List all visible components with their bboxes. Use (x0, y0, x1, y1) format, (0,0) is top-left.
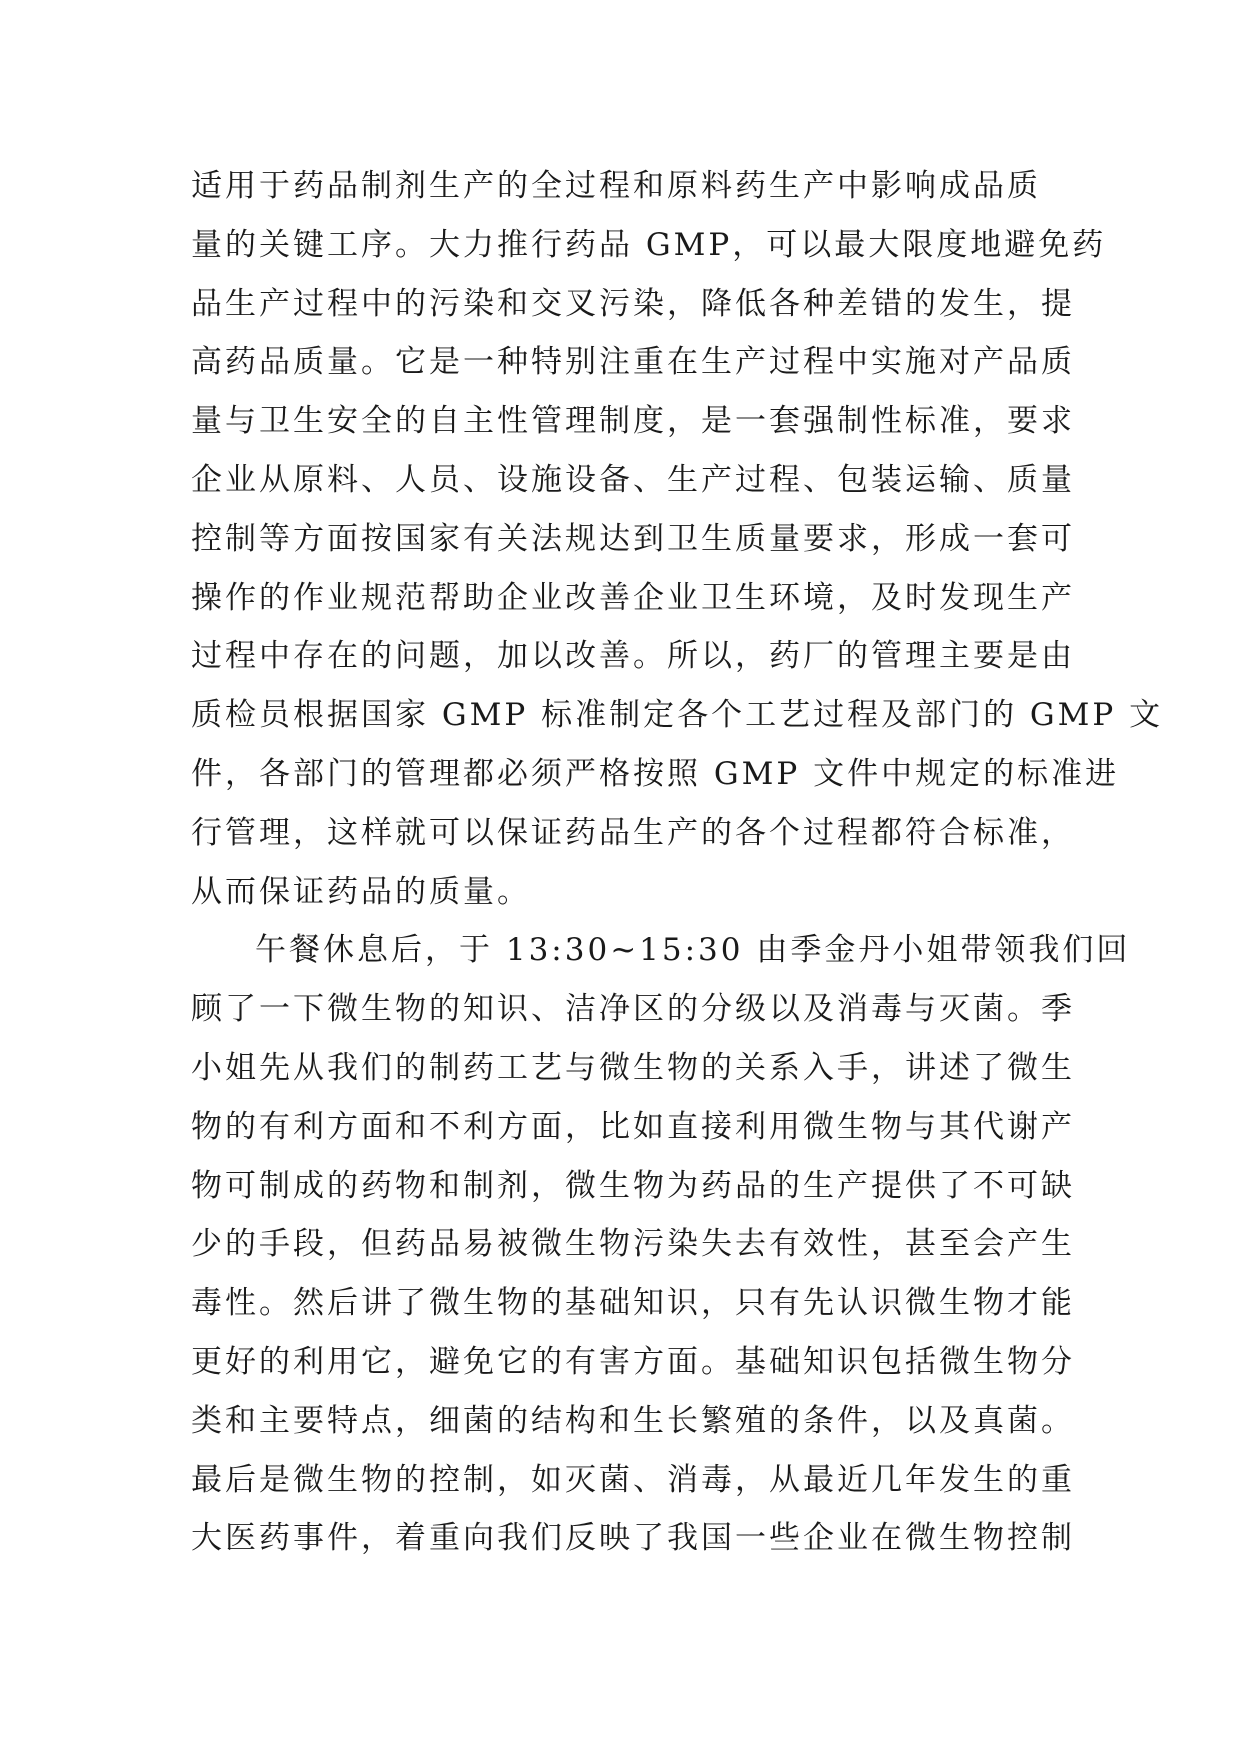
text-line: 最后是微生物的控制，如灭菌、消毒，从最近几年发生的重 (191, 1461, 1075, 1498)
text-line: 类和主要特点，细菌的结构和生长繁殖的条件，以及真菌。 (191, 1402, 1075, 1439)
text-line: 适用于药品制剂生产的全过程和原料药生产中影响成品质 (191, 168, 1041, 204)
text-line: 过程中存在的问题，加以改善。所以，药厂的管理主要是由 (191, 638, 1075, 675)
text-line: 顾了一下微生物的知识、洁净区的分级以及消毒与灭菌。季 (191, 991, 1075, 1028)
text-line: 品生产过程中的污染和交叉污染，降低各种差错的发生，提 (191, 285, 1075, 322)
text-line: 从而保证药品的质量。 (191, 873, 531, 910)
text-line: 更好的利用它，避免它的有害方面。基础知识包括微生物分 (191, 1343, 1075, 1380)
paragraph-2 (191, 921, 1131, 1568)
text-line: 物可制成的药物和制剂，微生物为药品的生产提供了不可缺 (191, 1167, 1075, 1204)
text-line: 量的关键工序。大力推行药品 GMP，可以最大限度地避免药 (191, 226, 1107, 263)
text-line: 高药品质量。它是一种特别注重在生产过程中实施对产品质 (191, 344, 1075, 381)
text-line: 小姐先从我们的制药工艺与微生物的关系入手，讲述了微生 (191, 1049, 1075, 1086)
text-line: 物的有利方面和不利方面，比如直接利用微生物与其代谢产 (191, 1108, 1075, 1145)
document-body (191, 157, 1164, 1568)
text-line: 质检员根据国家 GMP 标准制定各个工艺过程及部门的 GMP 文 (191, 697, 1164, 734)
text-line: 企业从原料、人员、设施设备、生产过程、包装运输、质量 (191, 461, 1075, 498)
text-line: 大医药事件，着重向我们反映了我国一些企业在微生物控制 (191, 1520, 1075, 1557)
text-line: 毒性。然后讲了微生物的基础知识，只有先认识微生物才能 (191, 1285, 1075, 1322)
text-line: 件，各部门的管理都必须严格按照 GMP 文件中规定的标准进 (191, 755, 1120, 792)
text-line: 操作的作业规范帮助企业改善企业卫生环境，及时发现生产 (191, 579, 1075, 616)
paragraph-1 (191, 157, 1164, 921)
text-line: 控制等方面按国家有关法规达到卫生质量要求，形成一套可 (191, 520, 1075, 557)
text-line: 少的手段，但药品易被微生物污染失去有效性，甚至会产生 (191, 1226, 1075, 1263)
text-line: 行管理，这样就可以保证药品生产的各个过程都符合标准， (191, 814, 1075, 851)
text-line: 午餐休息后，于 13:30~15:30 由季金丹小姐带领我们回 (255, 932, 1131, 969)
text-line: 量与卫生安全的自主性管理制度，是一套强制性标准，要求 (191, 403, 1075, 440)
